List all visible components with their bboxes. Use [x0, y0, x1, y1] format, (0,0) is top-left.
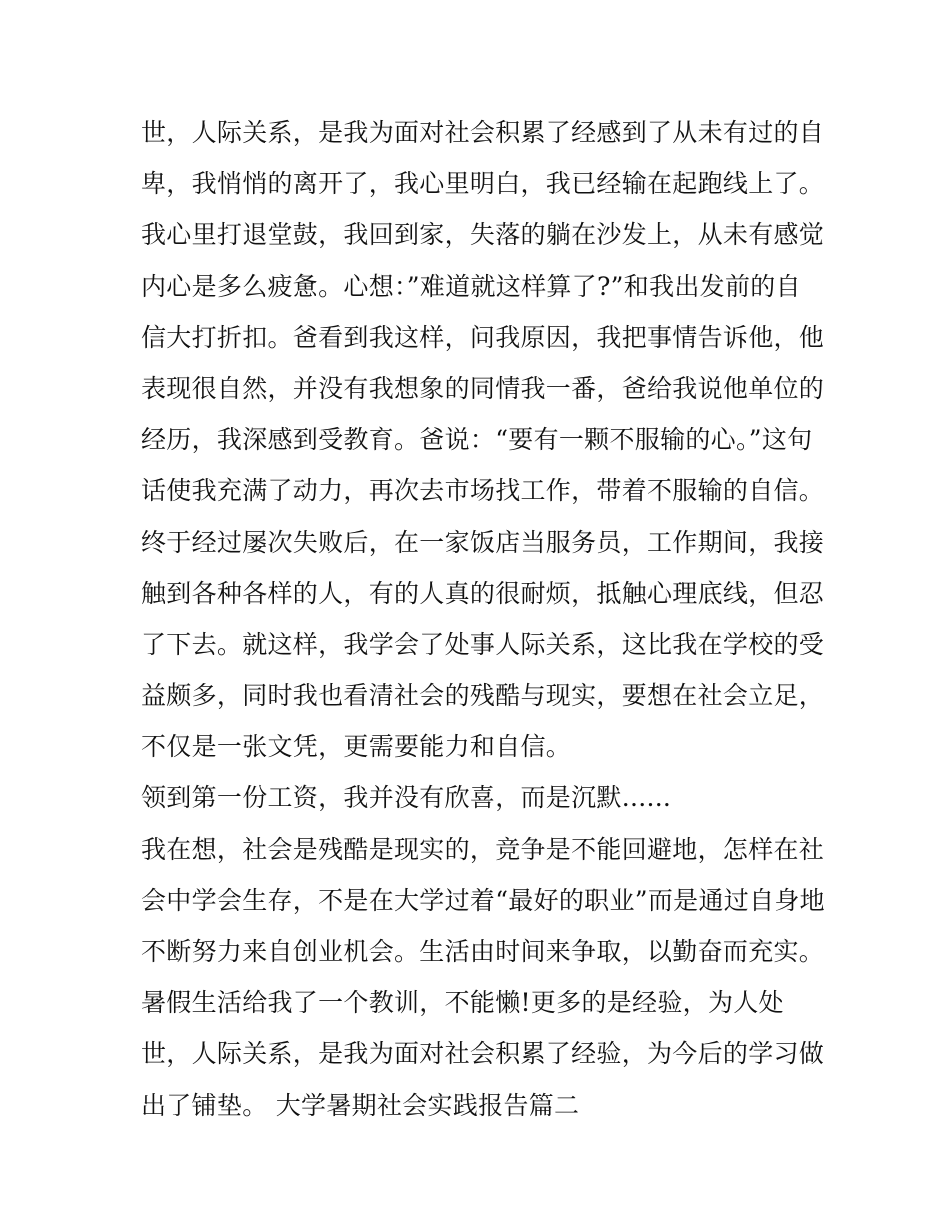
- text-line: 表现很自然，并没有我想象的同情我一番，爸给我说他单位的: [141, 373, 825, 403]
- text-line: 内心是多么疲惫。心想：”难道就这样算了?”和我出发前的自: [141, 271, 801, 301]
- text-line: 不断努力来自创业机会。生活由时间来争取，以勤奋而充实。: [141, 937, 825, 966]
- text-line: 暑假生活给我了一个教训，不能懒!更多的是经验，为人处: [141, 988, 784, 1018]
- text-line: 触到各种各样的人，有的人真的很耐烦，抵触心理底线，但忍: [141, 578, 825, 608]
- text-line: 世，人际关系，是我为面对社会积累了经感到了从未有过的自: [141, 118, 825, 147]
- text-line: 领到第一份工资，我并没有欣喜，而是沉默......: [141, 783, 672, 813]
- text-line: 世，人际关系，是我为面对社会积累了经验，为今后的学习做: [141, 1039, 825, 1069]
- text-line: 我在想，社会是残酷是现实的，竞争是不能回避地，怎样在社: [141, 834, 825, 864]
- text-line: 不仅是一张文凭，更需要能力和自信。: [141, 732, 572, 762]
- text-line: 经历，我深感到受教育。爸说：“要有一颗不服输的心。”这句: [141, 425, 813, 455]
- text-line: 信大打折扣。爸看到我这样，问我原因，我把事情告诉他，他: [141, 322, 825, 352]
- text-line: 卑，我悄悄的离开了，我心里明白，我已经输在起跑线上了。: [141, 169, 825, 199]
- text-line: 我心里打退堂鼓，我回到家，失落的躺在沙发上，从未有感觉: [141, 220, 825, 250]
- text-line: 会中学会生存，不是在大学过着“最好的职业”而是通过自身地: [141, 885, 825, 915]
- text-line: 话使我充满了动力，再次去市场找工作，带着不服输的自信。: [141, 476, 825, 506]
- text-line: 了下去。就这样，我学会了处事人际关系，这比我在学校的受: [141, 629, 825, 659]
- text-line: 益颇多，同时我也看清社会的残酷与现实，要想在社会立足，: [141, 681, 825, 711]
- text-line: 出了铺垫。 大学暑期社会实践报告篇二: [141, 1090, 580, 1120]
- body-text: [141, 107, 825, 1131]
- text-line: 终于经过屡次失败后，在一家饭店当服务员，工作期间，我接: [141, 527, 825, 557]
